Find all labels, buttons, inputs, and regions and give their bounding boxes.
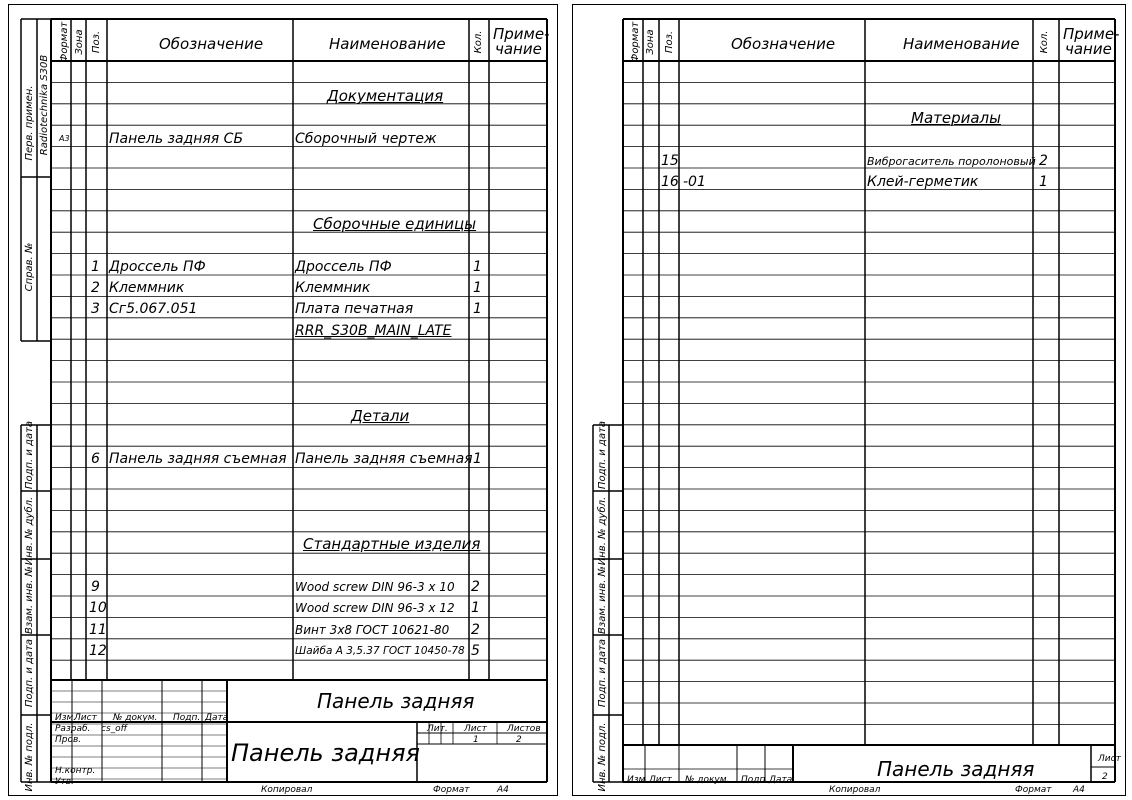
stamp-razrab: Разраб. <box>55 724 91 734</box>
row-name: Сборочный чертеж <box>295 131 437 147</box>
row-pos: 2 <box>91 280 100 296</box>
header-name: Наименование <box>903 35 1020 53</box>
row-name: Wood screw DIN 96-3 x 12 <box>295 601 455 615</box>
side-inv-dubl: Инв. № дубл. <box>24 496 35 566</box>
row-designation: Клеммник <box>109 280 185 296</box>
side-sprav: Справ. № <box>24 242 35 292</box>
side-inv-podl: Инв. № подл. <box>597 722 608 792</box>
row-name: Панель задняя съемная <box>295 451 473 467</box>
stamp-podp: Подп. <box>741 775 769 785</box>
side-podp-data: Подп. и дата <box>597 420 608 490</box>
stamp-doc-name: Панель задняя <box>877 757 1035 781</box>
stamp-listov-val: 2 <box>516 735 522 745</box>
row-pos: 12 <box>89 643 107 659</box>
header-zone: Зона <box>74 29 85 55</box>
row-name: Клей-герметик <box>867 174 979 190</box>
row-pos: 1 <box>91 259 100 275</box>
header-format: Формат <box>630 21 641 63</box>
stamp-n-dokum: № докум. <box>685 775 730 785</box>
side-perv-primen: Перв. примен. <box>24 85 35 161</box>
side-inv-podl: Инв. № подл. <box>24 722 35 792</box>
stamp-doc-name: Панель задняя <box>317 689 475 713</box>
stamp-izm: Изм. <box>627 775 649 785</box>
section-documentation: Документация <box>327 87 444 105</box>
stamp-prov: Пров. <box>55 735 82 745</box>
header-designation: Обозначение <box>159 35 264 53</box>
footer-kopiroval: Копировал <box>829 785 881 795</box>
row-qty: 2 <box>471 622 480 638</box>
header-name: Наименование <box>329 35 446 53</box>
stamp-list-h: Лист <box>464 724 487 734</box>
stamp-izm: Изм. <box>55 713 77 723</box>
row-designation: Панель задняя СБ <box>109 131 244 147</box>
section-details: Детали <box>351 407 410 425</box>
row-qty: 1 <box>473 280 482 296</box>
row-pos: 10 <box>89 600 107 616</box>
row-designation: Дроссель ПФ <box>109 259 206 275</box>
sheet-2 <box>572 4 1126 796</box>
row-qty: 1 <box>473 451 482 467</box>
stamp-nkontr: Н.контр. <box>55 766 96 776</box>
side-inv-dubl: Инв. № дубл. <box>597 496 608 566</box>
section-materials: Материалы <box>911 109 1001 127</box>
side-podp-data-2: Подп. и дата <box>24 638 35 708</box>
side-podp-data-2: Подп. и дата <box>597 638 608 708</box>
row-qty: 1 <box>473 259 482 275</box>
row-pos: 11 <box>89 622 107 638</box>
row-pos: 9 <box>91 579 100 595</box>
row-qty: 1 <box>471 600 480 616</box>
stamp-list-val: 1 <box>473 735 479 745</box>
stamp-data: Дата <box>205 713 229 723</box>
stamp-n-dokum: № докум. <box>113 713 158 723</box>
header-qty: Кол. <box>473 30 484 54</box>
side-podp-data: Подп. и дата <box>24 420 35 490</box>
row-designation: Панель задняя съемная <box>109 451 287 467</box>
stamp-podp: Подп. <box>173 713 201 723</box>
row-designation: Сг5.067.051 <box>109 301 198 317</box>
header-note-2: чание <box>495 40 542 58</box>
stamp-list-val: 2 <box>1102 772 1108 782</box>
header-zone: Зона <box>645 29 656 55</box>
header-pos: Поз. <box>91 30 102 54</box>
stamp-data: Дата <box>769 775 793 785</box>
stamp-listov: Листов <box>507 724 541 734</box>
row-name: Дроссель ПФ <box>295 259 392 275</box>
row-qty: 2 <box>471 579 480 595</box>
row-qty: 1 <box>1039 174 1048 190</box>
row-qty: 2 <box>1039 153 1048 169</box>
header-qty: Кол. <box>1039 30 1050 54</box>
row-name: Винт 3х8 ГОСТ 10621-80 <box>295 623 450 637</box>
header-pos: Поз. <box>664 30 675 54</box>
row-name: Wood screw DIN 96-3 x 10 <box>295 580 455 594</box>
row-pos: 15 <box>661 153 679 169</box>
side-vzam: Взам. инв. № <box>24 566 35 634</box>
stamp-razrab-name: cs_off <box>101 724 128 734</box>
row-name: Плата печатная <box>295 301 414 317</box>
section-standard-items: Стандартные изделия <box>303 535 481 553</box>
header-note-2: чание <box>1065 40 1112 58</box>
stamp-lit: Лит. <box>427 724 448 734</box>
row-qty: 5 <box>471 643 480 659</box>
footer-format: Формат <box>433 785 470 795</box>
footer-format-val: А4 <box>1073 785 1085 795</box>
row-qty: 1 <box>473 301 482 317</box>
stamp-list: Лист <box>74 713 97 723</box>
side-vzam: Взам. инв. № <box>597 566 608 634</box>
sheet-1 <box>8 4 558 796</box>
stamp-list: Лист <box>649 775 672 785</box>
footer-format: Формат <box>1015 785 1052 795</box>
row-pos: 3 <box>91 301 100 317</box>
header-designation: Обозначение <box>731 35 836 53</box>
stamp-title: Панель задняя <box>231 739 420 767</box>
row-pos: 16 <box>661 174 679 190</box>
row-name: RRR_S30B_MAIN_LATE <box>295 323 452 339</box>
stamp-list-h: Лист <box>1098 754 1121 764</box>
row-designation: -01 <box>683 174 706 190</box>
footer-kopiroval: Копировал <box>261 785 313 795</box>
footer-format-val: А4 <box>497 785 509 795</box>
row-name: Клеммник <box>295 280 371 296</box>
stamp-utv: Утв. <box>55 777 74 787</box>
section-assembly-units: Сборочные единицы <box>313 215 477 233</box>
row-name: Шайба А 3,5.37 ГОСТ 10450-78 <box>295 645 465 657</box>
row-pos: 6 <box>91 451 100 467</box>
header-format: Формат <box>59 21 70 63</box>
row-format: A3 <box>59 134 70 143</box>
side-model: Radiotechnika S30B <box>39 54 50 156</box>
sheet-1-frame <box>9 5 559 797</box>
sheet-2-frame <box>573 5 1127 797</box>
header-note-1: Приме- <box>493 25 550 43</box>
row-name: Виброгаситель поролоновый <box>867 155 1036 168</box>
header-note-1: Приме- <box>1063 25 1120 43</box>
